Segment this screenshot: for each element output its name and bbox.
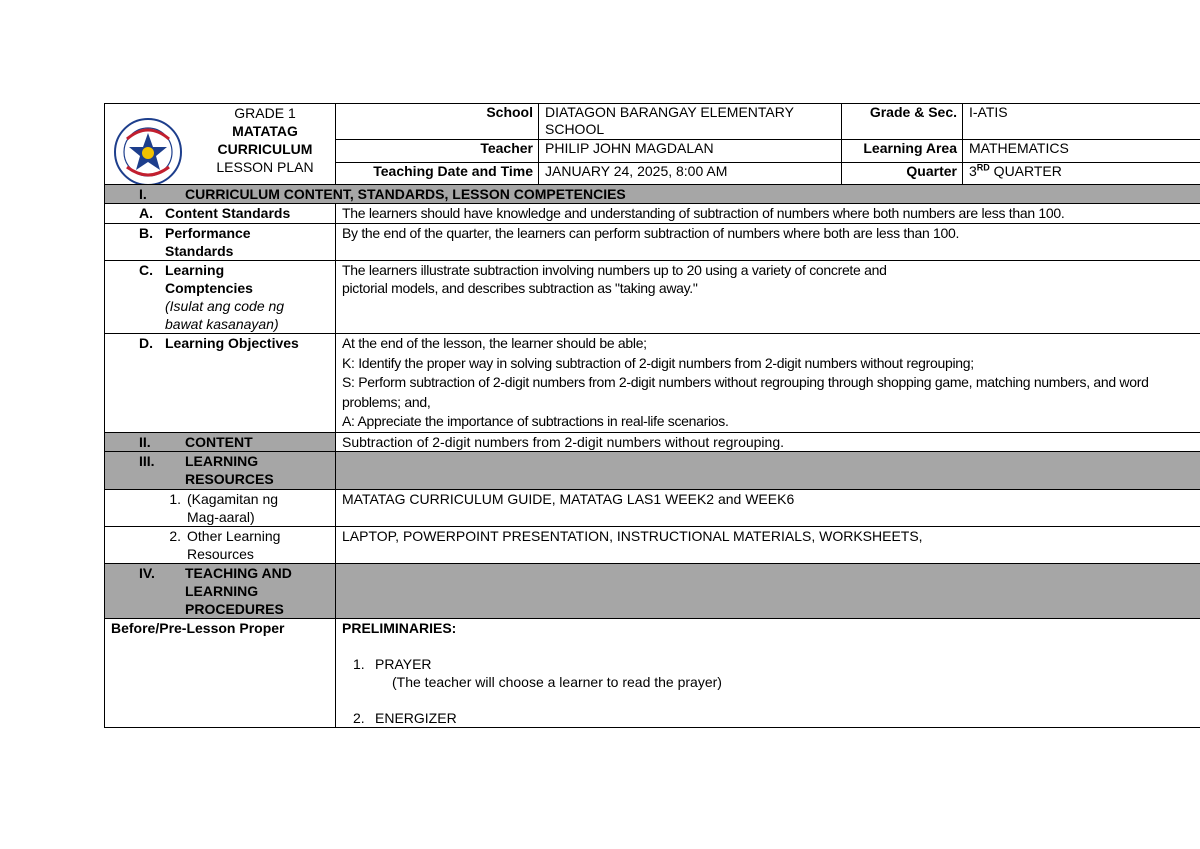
learning-objectives-label	[105, 334, 336, 433]
content-value: Subtraction of 2-digit numbers from 2-digit numbers without regrouping.	[336, 432, 1200, 451]
resource-1-value: MATATAG CURRICULUM GUIDE, MATATAG LAS1 WEEK2 and WEEK6	[336, 489, 1200, 526]
resource-1-text: (Kagamitan ng Mag-aaral)	[187, 490, 279, 525]
learning-objectives-value	[336, 334, 1200, 433]
performance-standards-key: B.	[139, 225, 153, 241]
section-3-number: III.	[139, 452, 155, 469]
objective-attitude: A: Appreciate the importance of subtractions in real-life scenarios.	[342, 413, 729, 429]
prayer-note: (The teacher will choose a learner to read the prayer)	[392, 673, 722, 690]
learning-objectives-key: D.	[139, 335, 153, 351]
content-standards-key: A.	[139, 205, 153, 221]
teacher-value: PHILIP JOHN MAGDALAN	[539, 140, 842, 163]
quarter-number: 3	[969, 163, 977, 179]
area-value: MATHEMATICS	[963, 140, 1200, 163]
section-4-number: IV.	[139, 564, 155, 581]
resource-1-label	[105, 489, 336, 526]
preliminaries-heading: PRELIMINARIES:	[342, 619, 457, 636]
content-standards-text: Content Standards	[165, 205, 291, 221]
section-4-header	[105, 563, 336, 618]
quarter-suffix: RD	[976, 162, 990, 173]
resource-1-key: 1.	[169, 490, 181, 507]
grade-label: Grade & Sec.	[842, 104, 963, 140]
performance-standards-text: Performance Standards	[165, 225, 251, 259]
prayer-key: 1.	[353, 655, 365, 672]
learning-competencies-note: (Isulat ang code ng bawat kasanayan)	[165, 298, 285, 332]
performance-standards-label	[105, 224, 336, 261]
energizer-key: 2.	[353, 709, 365, 726]
section-1-title: CURRICULUM CONTENT, STANDARDS, LESSON COMPETENCIES	[185, 186, 626, 202]
section-1-number: I.	[139, 186, 147, 202]
title-lesson-plan: LESSON PLAN	[216, 159, 314, 175]
quarter-word: QUARTER	[989, 163, 1062, 179]
section-3-header	[105, 451, 336, 489]
school-label: School	[336, 104, 539, 140]
section-2-number: II.	[139, 433, 151, 450]
section-4-title: TEACHING AND LEARNING PROCEDURES	[185, 564, 292, 617]
resource-2-value: LAPTOP, POWERPOINT PRESENTATION, INSTRUCTIONAL MATERIALS, WORKSHEETS,	[336, 526, 1200, 563]
quarter-label: Quarter	[842, 163, 963, 185]
grade-value: I-ATIS	[963, 104, 1200, 140]
deped-seal-icon	[113, 117, 183, 185]
section-4-fill	[336, 563, 1200, 618]
pre-lesson-value	[336, 618, 1200, 727]
objective-intro: At the end of the lesson, the learner should be able;	[342, 335, 647, 351]
title-matatag: MATATAG	[232, 123, 298, 139]
quarter-value	[963, 163, 1200, 185]
resource-2-text: Other Learning Resources	[187, 527, 281, 562]
date-value: JANUARY 24, 2025, 8:00 AM	[539, 163, 842, 185]
teacher-label: Teacher	[336, 140, 539, 163]
pre-lesson-label: Before/Pre-Lesson Proper	[105, 618, 336, 727]
learning-objectives-text: Learning Objectives	[165, 335, 299, 351]
section-1-header	[105, 185, 1200, 204]
prayer-item	[342, 655, 1200, 673]
energizer-title: ENERGIZER	[375, 709, 457, 726]
lesson-plan-table	[104, 103, 1200, 728]
learning-competencies-line2: pictorial models, and describes subtraction as "taking away."	[342, 280, 698, 296]
section-3-title: LEARNING RESOURCES	[185, 452, 274, 487]
school-value	[539, 104, 842, 140]
learning-competencies-label	[105, 261, 336, 334]
section-2-header	[105, 432, 336, 451]
school-value-line1: DIATAGON BARANGAY ELEMENTARY	[545, 104, 794, 120]
prayer-title: PRAYER	[375, 655, 432, 672]
objective-skill: S: Perform subtraction of 2-digit numbers from 2-digit numbers without regrouping through shopping game, matching numbers, and word problems; and,	[342, 374, 1149, 410]
learning-competencies-line1: The learners illustrate subtraction involving numbers up to 20 using a variety of concrete and	[342, 262, 887, 278]
content-standards-label	[105, 204, 336, 224]
content-standards-value: The learners should have knowledge and understanding of subtraction of numbers where both numbers are less than 100.	[336, 204, 1200, 224]
learning-competencies-text: Learning Comptencies	[165, 262, 253, 296]
energizer-item	[342, 709, 1200, 727]
section-2-title: CONTENT	[185, 433, 253, 450]
area-label: Learning Area	[842, 140, 963, 163]
learning-competencies-value	[336, 261, 1200, 334]
resource-2-key: 2.	[169, 527, 181, 544]
section-3-fill	[336, 451, 1200, 489]
resource-2-label	[105, 526, 336, 563]
learning-competencies-key: C.	[139, 262, 153, 278]
school-value-line2: SCHOOL	[545, 121, 605, 137]
title-curriculum: CURRICULUM	[217, 141, 313, 157]
date-label: Teaching Date and Time	[336, 163, 539, 185]
title-grade: GRADE 1	[234, 105, 296, 121]
performance-standards-value: By the end of the quarter, the learners can perform subtraction of numbers where both are less than 100.	[336, 224, 1200, 261]
lesson-plan-document	[104, 103, 1200, 728]
objective-knowledge: K: Identify the proper way in solving subtraction of 2-digit numbers from 2-digit numbers without regrouping;	[342, 354, 974, 371]
header-logo-title	[105, 104, 336, 185]
